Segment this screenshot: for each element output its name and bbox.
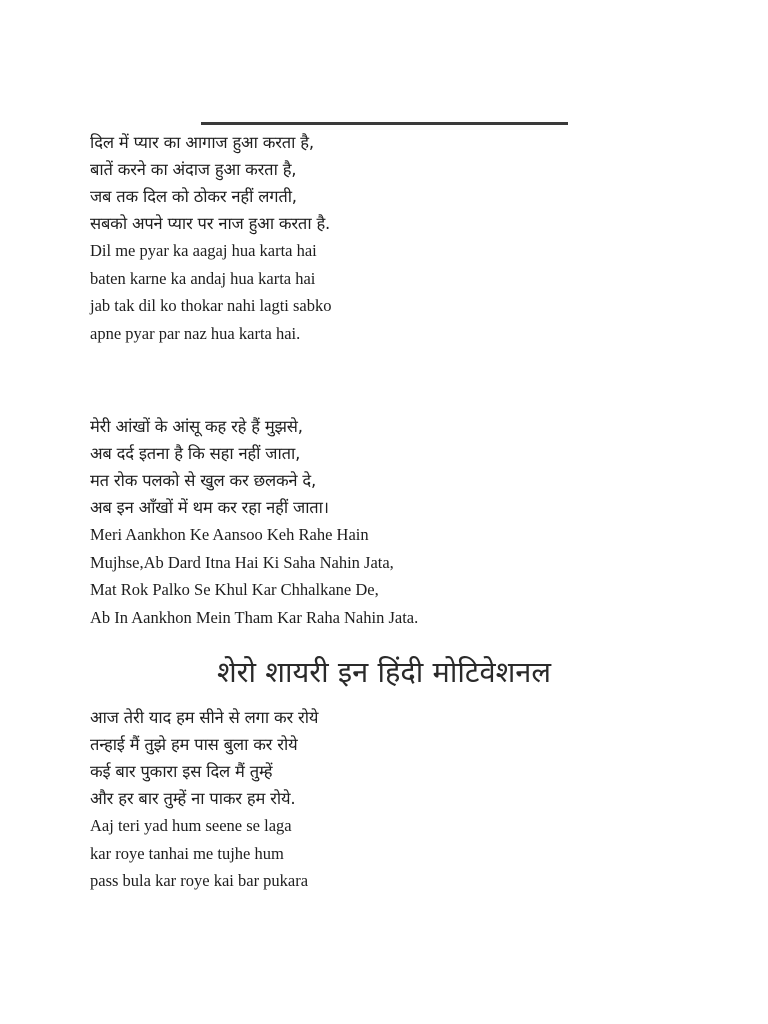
poem-3-hindi-line-4: और हर बार तुम्हें ना पाकर हम रोये. — [90, 789, 296, 808]
poem-1-roman-line-2: baten karne ka andaj hua karta hai — [90, 268, 316, 288]
poem-2-roman-line-2: Mujhse,Ab Dard Itna Hai Ki Saha Nahin Jata, — [90, 552, 394, 572]
poem-1-roman-line-4: apne pyar par naz hua karta hai. — [90, 323, 301, 343]
poem-1-roman-line-1: Dil me pyar ka aagaj hua karta hai — [90, 241, 317, 260]
poem-2-roman-line-4: Ab In Aankhon Mein Tham Kar Raha Nahin Jata. — [90, 607, 419, 627]
poem-3-roman-line-1: Aaj teri yad hum seene se laga — [90, 816, 292, 835]
poem-1-hindi-line-4: सबको अपने प्यार पर नाज हुआ करता है. — [90, 214, 331, 233]
poem-2-hindi-line-4: अब इन आँखों में थम कर रहा नहीं जाता। — [90, 498, 329, 517]
poem-3 — [90, 704, 710, 895]
poem-1-roman-line-3: jab tak dil ko thokar nahi lagti sabko — [90, 296, 332, 315]
section-heading: शेरो शायरी इन हिंदी मोटिवेशनल — [216, 655, 552, 689]
poem-2-hindi-line-2: अब दर्द इतना है कि सहा नहीं जाता, — [90, 444, 301, 463]
top-divider — [201, 122, 568, 125]
poem-1-hindi-line-2: बातें करने का अंदाज हुआ करता है, — [90, 160, 297, 179]
poem-3-roman-line-3: pass bula kar roye kai bar pukara — [90, 871, 309, 890]
poem-3-hindi-line-1: आज तेरी याद हम सीने से लगा कर रोये — [90, 708, 319, 727]
poem-2-roman-line-3: Mat Rok Palko Se Khul Kar Chhalkane De, — [90, 580, 379, 599]
poem-3-hindi-line-2: तन्हाई मैं तुझे हम पास बुला कर रोये — [90, 735, 298, 754]
poem-1-hindi-line-1: दिल में प्यार का आगाज हुआ करता है, — [90, 133, 314, 152]
poem-2-hindi-line-1: मेरी आंखों के आंसू कह रहे हैं मुझसे, — [90, 417, 303, 436]
poem-2 — [90, 413, 710, 631]
poem-3-roman-line-2: kar roye tanhai me tujhe hum — [90, 843, 284, 863]
poem-2-hindi-line-3: मत रोक पलको से खुल कर छलकने दे, — [90, 471, 317, 490]
poem-1-hindi-line-3: जब तक दिल को ठोकर नहीं लगती, — [90, 187, 297, 206]
poem-2-roman-line-1: Meri Aankhon Ke Aansoo Keh Rahe Hain — [90, 525, 369, 544]
poem-3-hindi-line-3: कई बार पुकारा इस दिल मैं तुम्हें — [90, 762, 273, 781]
poem-1 — [90, 129, 710, 347]
